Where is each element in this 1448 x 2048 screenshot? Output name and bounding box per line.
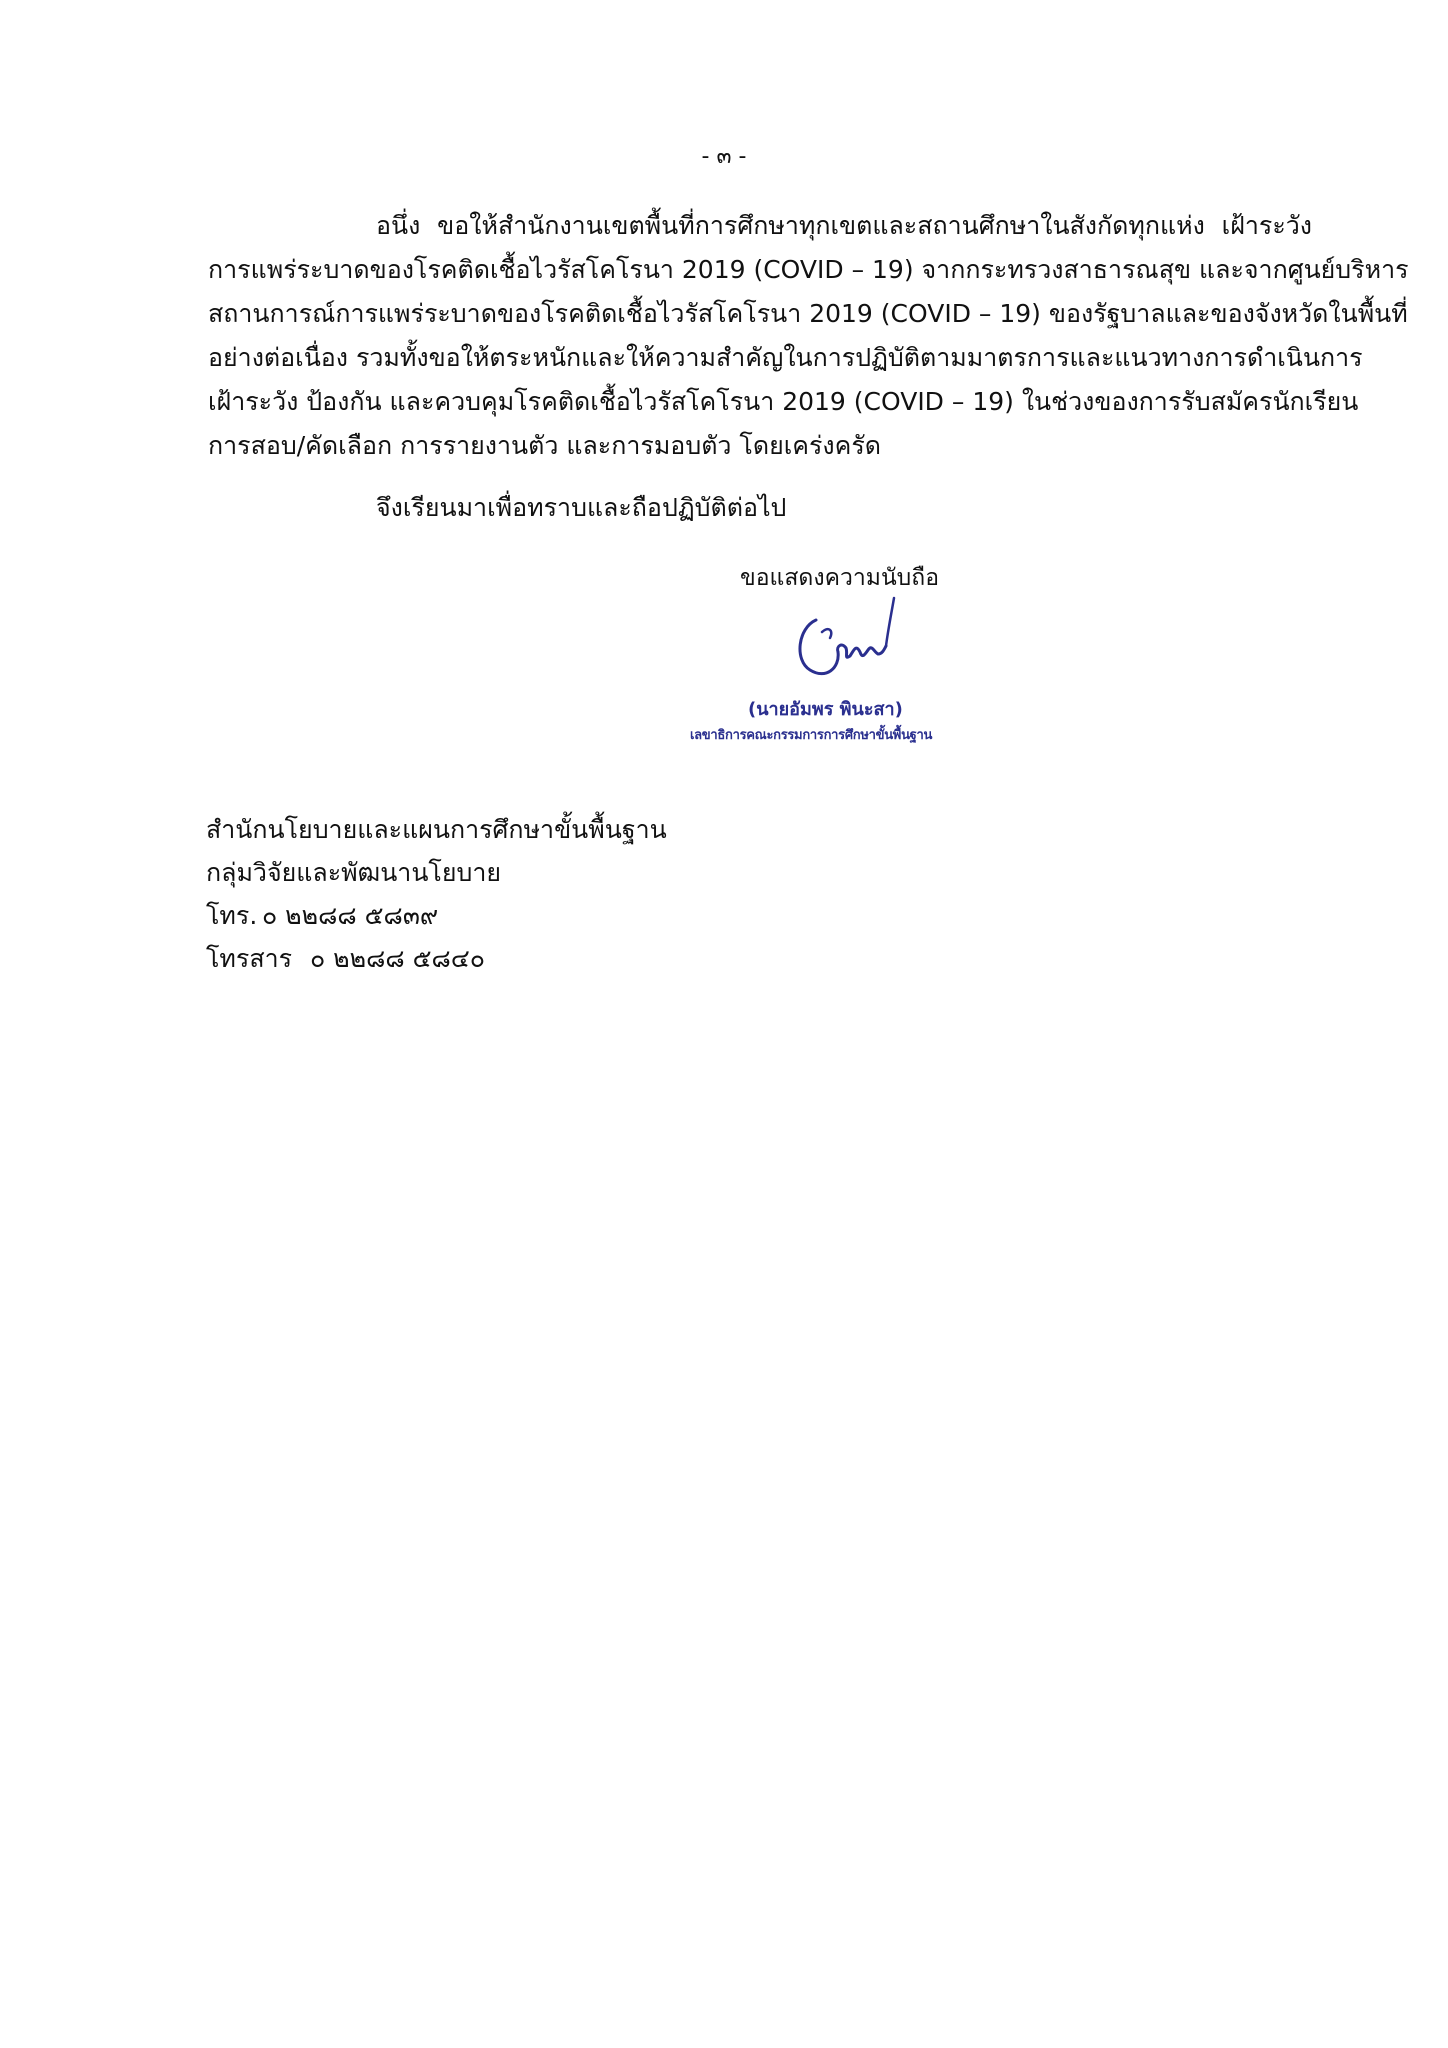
group-name: กลุ่มวิจัยและพัฒนานโยบาย — [206, 858, 502, 887]
signer-name: (นายอัมพร พินะสา) — [748, 699, 903, 720]
paragraph-line: สถานการณ์การแพร่ระบาดของโรคติดเชื้อไวรัสโคโรนา 2019 (COVID – 19) ของรัฐบาลและของจังหวัดในพื้นที่ — [208, 299, 1408, 328]
office-name: สำนักนโยบายและแผนการศึกษาขั้นพื้นฐาน — [206, 815, 667, 844]
paragraph-line: เฝ้าระวัง ป้องกัน และควบคุมโรคติดเชื้อไวรัสโคโรนา 2019 (COVID – 19) ในช่วงของการรับสมัครนักเรียน — [208, 387, 1359, 416]
telephone-label: โทร. — [206, 901, 258, 930]
page-number: - ๓ - — [701, 144, 747, 169]
contact-block — [206, 808, 667, 980]
paragraph-line: อย่างต่อเนื่อง รวมทั้งขอให้ตระหนักและให้ความสำคัญในการปฏิบัติตามมาตรการและแนวทางการดำเนินการ — [208, 343, 1363, 372]
signer-title: เลขาธิการคณะกรรมการการศึกษาขั้นพื้นฐาน — [690, 728, 933, 743]
fax-line — [206, 937, 667, 980]
fax-label: โทรสาร — [206, 944, 293, 973]
regards-line: ขอแสดงความนับถือ — [740, 565, 940, 591]
telephone-line — [206, 894, 667, 937]
paragraph-line: การสอบ/คัดเลือก การรายงานตัว และการมอบตัว โดยเคร่งครัด — [208, 431, 882, 460]
fax-number: ๐ ๒๒๘๘ ๕๘๔๐ — [309, 944, 486, 973]
telephone-number: ๐ ๒๒๘๘ ๕๘๓๙ — [261, 901, 439, 930]
handwritten-signature-icon — [788, 590, 908, 700]
body-paragraph — [208, 204, 1409, 468]
paragraph-line: อนึ่ง ขอให้สำนักงานเขตพื้นที่การศึกษาทุกเขตและสถานศึกษาในสังกัดทุกแห่ง เฝ้าระวัง — [376, 211, 1312, 240]
closing-sentence: จึงเรียนมาเพื่อทราบและถือปฏิบัติต่อไป — [376, 493, 787, 522]
paragraph-line: การแพร่ระบาดของโรคติดเชื้อไวรัสโคโรนา 2019 (COVID – 19) จากกระทรวงสาธารณสุข และจากศูนย์บริหาร — [208, 255, 1409, 284]
